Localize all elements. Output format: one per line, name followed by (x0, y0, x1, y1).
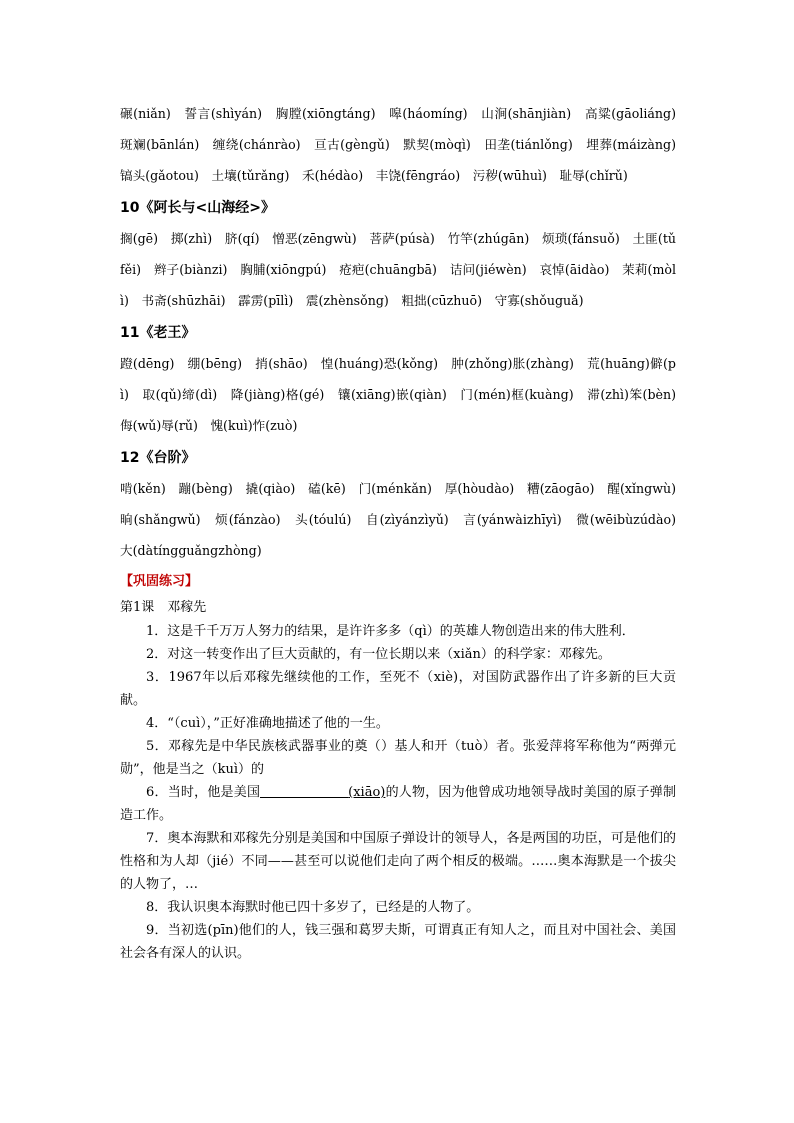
section-9-word-list: 碾(niǎn) 誓言(shìyán) 胸膛(xiōngtáng) 嗥(háomíng) 山涧(shānjiàn) 高粱(gāoliáng) 斑斓(bānlán) 缠绕(chánrào) 亘古(gèngǔ) 默契(mòqì) 田垄(tiánlǒng) 埋葬(máizàng) 镐头(gǎotou) 土壤(tǔrǎng) 禾(hédào) 丰饶(fēngráo) 污秽(wūhuì) 耻辱(chǐrǔ) (120, 106, 689, 183)
section-12-word-list: 啃(kěn) 蹦(bèng) 撬(qiào) 磕(kē) 门(ménkǎn) 厚(hòudào) 糟(zāogāo) 醒(xǐngwù) 晌(shǎngwǔ) 烦(fánzào) 头(tóulú) 自(zìyánzìyǔ) 言(yánwàizhīyì) 微(wēibùzúdào) 大(dàtíngguǎngzhòng) (120, 481, 689, 558)
question-6 (120, 781, 676, 827)
document-page (120, 98, 689, 965)
section-11-word-list: 蹬(dēng) 绷(bēng) 捎(shāo) 惶(huáng)恐(kǒng) 肿(zhǒng)胀(zhàng) 荒(huāng)僻(pì) 取(qǔ)缔(dì) 降(jiàng)格(gé) 镶(xiāng)嵌(qiàn) 门(mén)框(kuàng) 滞(zhì)笨(bèn) 侮(wǔ)辱(rǔ) 愧(kuì)怍(zuò) (120, 356, 689, 433)
section-12-heading: 12《台阶》 (120, 450, 196, 466)
question-6-prefix: 6．当时，他是美国 (146, 785, 261, 800)
question-5: 5．邓稼先是中华民族核武器事业的奠（）基人和开（tuò）者。张爱萍将军称他为“两弹元勋”，他是当之（kuì）的 (120, 739, 676, 777)
question-2: 2．对这一转变作出了巨大贡献的，有一位长期以来（xiǎn）的科学家：邓稼先。 (146, 647, 611, 662)
question-6-pinyin: (xiāo) (348, 785, 386, 800)
lesson-title: 第1课 邓稼先 (120, 600, 207, 615)
question-6-suffix: 的人物，因为他曾成功地领导战时美国的原子弹制造工作。 (120, 785, 676, 823)
question-3: 3．1967年以后邓稼先继续他的工作，至死不（xiè)，对国防武器作出了许多新的巨大贡献。 (120, 670, 676, 708)
answer-blank[interactable] (260, 783, 348, 798)
question-9: 9．当初选(pīn)他们的人，钱三强和葛罗夫斯，可谓真正有知人之，而且对中国社会、美国社会各有深人的认识。 (120, 923, 676, 961)
question-7: 7．奥本海默和邓稼先分别是美国和中国原子弹设计的领导人，各是两国的功臣，可是他们的性格和为人却（jié）不同——甚至可以说他们走向了两个相反的极端。……奥本海默是一个拔尖的人物了，… (120, 831, 676, 892)
section-10-heading: 10《阿长与<山海经>》 (120, 200, 275, 216)
section-10-word-list: 搁(gē) 掷(zhì) 脐(qí) 憎恶(zēngwù) 菩萨(púsà) 竹竿(zhúgān) 烦琐(fánsuǒ) 土匪(tǔfěi) 辫子(biànzi) 胸脯(xiōngpú) 疮疤(chuāngbā) 诘问(jiéwèn) 哀悼(āidào) 茉莉(mòlì) 书斋(shūzhāi) 霹雳(pīlì) 震(zhènsǒng) 粗拙(cūzhuō) 守寡(shǒuguǎ) (120, 231, 676, 308)
question-4: 4．“（cuì），”正好准确地描述了他的一生。 (146, 716, 389, 731)
practice-title: 【巩固练习】 (120, 574, 199, 589)
question-8: 8．我认识奥本海默时他已四十多岁了，已经是的人物了。 (146, 900, 480, 915)
section-11-heading: 11《老王》 (120, 325, 196, 341)
question-1: 1．这是千千万万人努力的结果，是许许多多（qì）的英雄人物创造出来的伟大胜利． (146, 624, 635, 639)
